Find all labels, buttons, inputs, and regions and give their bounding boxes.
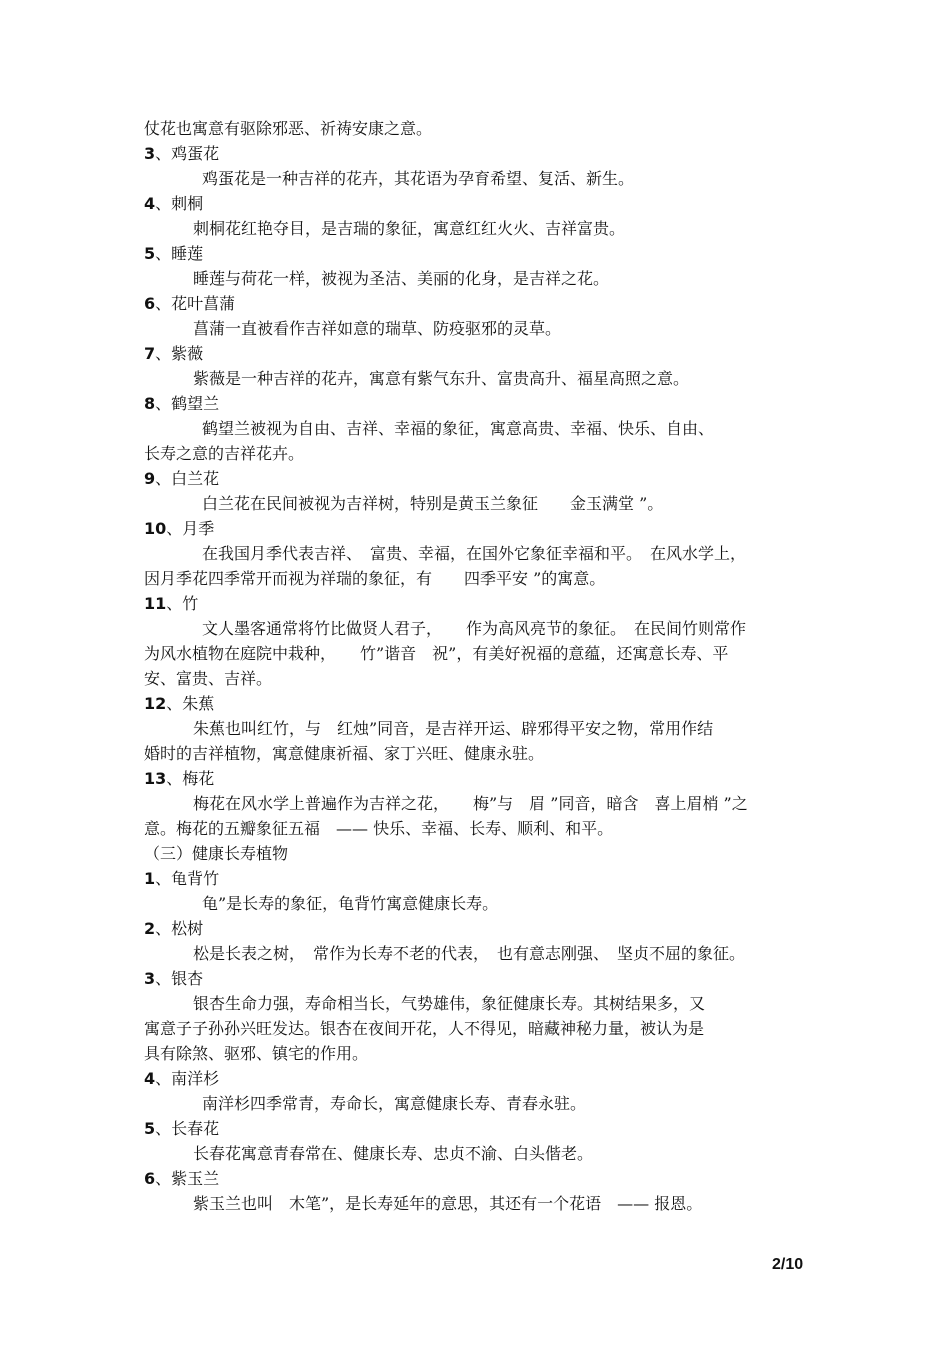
body-text-line: 睡莲与荷花一样，被视为圣洁、美丽的化身，是吉祥之花。 [193, 269, 610, 288]
heading-number: 3 [144, 144, 156, 163]
section-heading [144, 1168, 219, 1190]
heading-title: 白兰花 [171, 469, 220, 488]
heading-title: 龟背竹 [171, 869, 220, 888]
heading-separator: 、 [155, 869, 172, 888]
body-text-line: 婚时的吉祥植物，寓意健康祈福、家丁兴旺、健康永驻。 [144, 744, 545, 763]
heading-separator: 、 [166, 769, 183, 788]
heading-separator: 、 [166, 519, 183, 538]
section-heading [144, 468, 219, 490]
heading-title: 花叶菖蒲 [171, 294, 236, 313]
body-text-line: 仗花也寓意有驱除邪恶、祈祷安康之意。 [144, 119, 433, 138]
heading-number: 6 [144, 1169, 156, 1188]
section-heading [144, 868, 219, 890]
body-text-line: 长春花寓意青春常在、健康长寿、忠贞不渝、白头偕老。 [193, 1144, 594, 1163]
heading-number: 1 [144, 869, 156, 888]
body-text-line: 银杏生命力强，寿命相当长，气势雄伟，象征健康长寿。其树结果多，又 [193, 994, 706, 1013]
section-heading [144, 343, 203, 365]
heading-title: 长春花 [171, 1119, 220, 1138]
body-text-line: 白兰花在民间被视为吉祥树，特别是黄玉兰象征 金玉满堂 ”。 [202, 494, 664, 513]
section-heading [144, 293, 235, 315]
heading-number: 4 [144, 194, 156, 213]
heading-separator: 、 [155, 1119, 172, 1138]
section-heading [144, 193, 203, 215]
heading-number: 5 [144, 1119, 156, 1138]
body-text-line: 长寿之意的吉祥花卉。 [144, 444, 305, 463]
heading-separator: 、 [155, 194, 172, 213]
heading-number: 8 [144, 394, 156, 413]
heading-title: 鹤望兰 [171, 394, 220, 413]
section-heading [144, 693, 214, 715]
heading-title: 梅花 [182, 769, 215, 788]
heading-title: 松树 [171, 919, 204, 938]
section-heading [144, 393, 219, 415]
section-heading [144, 1118, 219, 1140]
heading-title: 睡莲 [171, 244, 204, 263]
heading-number: 7 [144, 344, 156, 363]
body-text-line: 因月季花四季常开而视为祥瑞的象征，有 四季平安 ”的寓意。 [144, 569, 606, 588]
section-heading [144, 918, 203, 940]
heading-title: 朱蕉 [182, 694, 215, 713]
body-text-line: 刺桐花红艳夺目，是吉瑞的象征，寓意红红火火、吉祥富贵。 [193, 219, 626, 238]
heading-separator: 、 [155, 1069, 172, 1088]
body-text-line: 龟”是长寿的象征，龟背竹寓意健康长寿。 [202, 894, 499, 913]
heading-title: 刺桐 [171, 194, 204, 213]
heading-separator: 、 [155, 969, 172, 988]
section-heading [144, 1068, 219, 1090]
section-heading [144, 143, 219, 165]
heading-number: 10 [144, 519, 167, 538]
heading-separator: 、 [155, 1169, 172, 1188]
heading-title: 月季 [182, 519, 215, 538]
section-heading [144, 768, 214, 790]
body-text-line: 松是长表之树， 常作为长寿不老的代表， 也有意志刚强、 坚贞不屈的象征。 [193, 944, 746, 963]
body-text-line: 具有除煞、驱邪、镇宅的作用。 [144, 1044, 369, 1063]
heading-number: 6 [144, 294, 156, 313]
heading-separator: 、 [166, 694, 183, 713]
section-heading [144, 518, 214, 540]
body-text-line: 寓意子子孙孙兴旺发达。银杏在夜间开花，人不得见，暗藏神秘力量，被认为是 [144, 1019, 705, 1038]
body-text-line: 紫玉兰也叫 木笔”，是长寿延年的意思，其还有一个花语 —— 报恩。 [193, 1194, 703, 1213]
heading-title: 银杏 [171, 969, 204, 988]
body-text-line: 紫薇是一种吉祥的花卉，寓意有紫气东升、富贵高升、福星高照之意。 [193, 369, 690, 388]
heading-number: 3 [144, 969, 156, 988]
body-text-line: 在我国月季代表吉祥、 富贵、幸福，在国外它象征幸福和平。 在风水学上， [202, 544, 747, 563]
heading-separator: 、 [155, 344, 172, 363]
heading-separator: 、 [166, 594, 183, 613]
body-text-line: 鸡蛋花是一种吉祥的花卉，其花语为孕育希望、复活、新生。 [202, 169, 635, 188]
heading-separator: 、 [155, 919, 172, 938]
heading-number: 12 [144, 694, 167, 713]
section-heading [144, 968, 203, 990]
heading-separator: 、 [155, 144, 172, 163]
heading-number: 4 [144, 1069, 156, 1088]
body-text-line: 为风水植物在庭院中栽种， 竹”谐音 祝”，有美好祝福的意蕴，还寓意长寿、平 [144, 644, 729, 663]
heading-title: 竹 [182, 594, 199, 613]
body-text-line: （三）健康长寿植物 [144, 844, 289, 863]
heading-title: 紫薇 [171, 344, 204, 363]
heading-number: 11 [144, 594, 167, 613]
body-text-line: 安、富贵、吉祥。 [144, 669, 273, 688]
section-heading [144, 243, 203, 265]
heading-number: 2 [144, 919, 156, 938]
heading-separator: 、 [155, 394, 172, 413]
section-heading [144, 593, 198, 615]
body-text-line: 朱蕉也叫红竹，与 红烛”同音，是吉祥开运、辟邪得平安之物，常用作结 [193, 719, 714, 738]
heading-number: 13 [144, 769, 167, 788]
heading-title: 南洋杉 [171, 1069, 220, 1088]
heading-title: 紫玉兰 [171, 1169, 220, 1188]
page-number: 2/10 [772, 1256, 804, 1273]
heading-separator: 、 [155, 244, 172, 263]
body-text-line: 意。梅花的五瓣象征五福 —— 快乐、幸福、长寿、顺利、和平。 [144, 819, 614, 838]
heading-separator: 、 [155, 294, 172, 313]
body-text-line: 梅花在风水学上普遍作为吉祥之花， 梅”与 眉 ”同音，暗含 喜上眉梢 ”之 [193, 794, 748, 813]
heading-number: 5 [144, 244, 156, 263]
body-text-line: 南洋杉四季常青，寿命长，寓意健康长寿、青春永驻。 [202, 1094, 587, 1113]
body-text-line: 菖蒲一直被看作吉祥如意的瑞草、防疫驱邪的灵草。 [193, 319, 562, 338]
heading-title: 鸡蛋花 [171, 144, 220, 163]
heading-number: 9 [144, 469, 156, 488]
body-text-line: 鹤望兰被视为自由、吉祥、幸福的象征，寓意高贵、幸福、快乐、自由、 [202, 419, 715, 438]
heading-separator: 、 [155, 469, 172, 488]
body-text-line: 文人墨客通常将竹比做贤人君子， 作为高风亮节的象征。 在民间竹则常作 [202, 619, 747, 638]
